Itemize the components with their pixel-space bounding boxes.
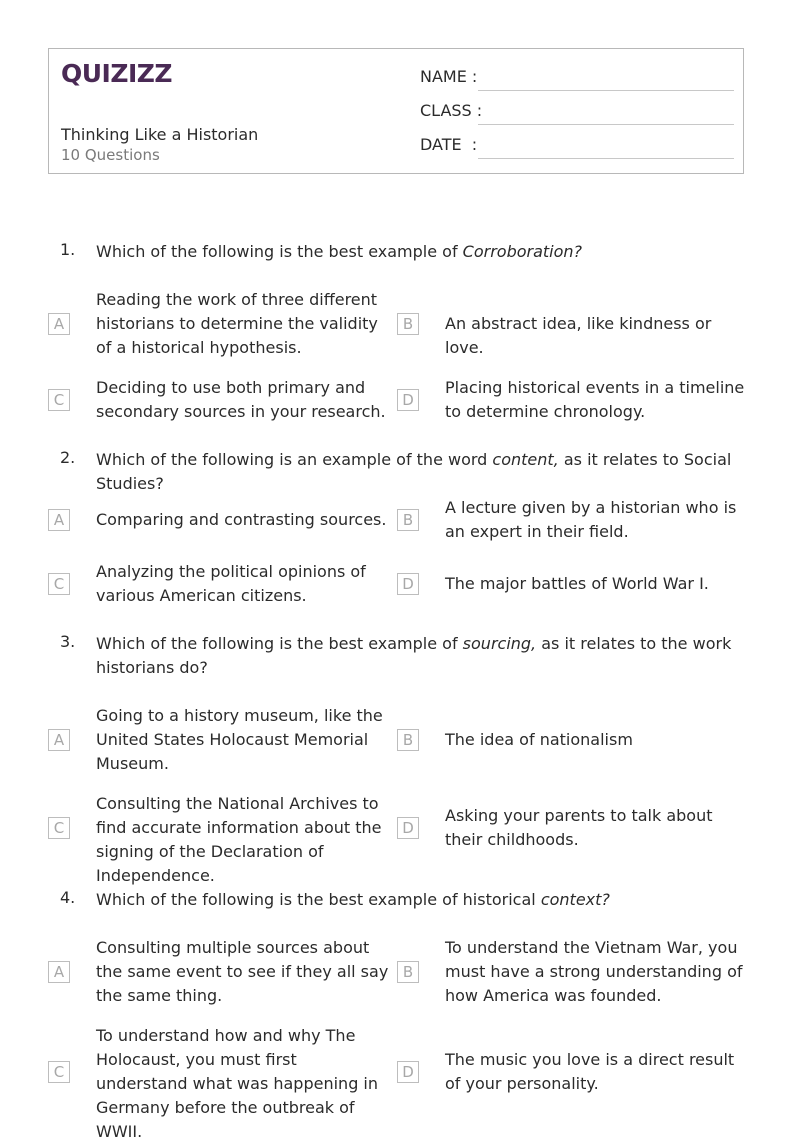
option-letter-b[interactable]: B <box>397 313 419 335</box>
date-line[interactable] <box>478 158 734 159</box>
option-letter-c[interactable]: C <box>48 817 70 839</box>
name-line[interactable] <box>478 90 734 91</box>
quizizz-logo: QUIZIZZ <box>61 59 173 88</box>
option-letter-d[interactable]: D <box>397 389 419 411</box>
option-d-text: The music you love is a direct result of your personality. <box>445 1050 735 1093</box>
class-field[interactable] <box>420 101 734 125</box>
question-text: Which of the following is the best example of historical context? <box>96 890 610 909</box>
worksheet-header <box>48 48 744 174</box>
question-count: 10 Questions <box>61 146 160 164</box>
class-label: CLASS : <box>420 101 483 120</box>
option-letter-c[interactable]: C <box>48 573 70 595</box>
option-letter-a[interactable]: A <box>48 961 70 983</box>
option-letter-c[interactable]: C <box>48 389 70 411</box>
option-letter-a[interactable]: A <box>48 729 70 751</box>
option-a-text: Reading the work of three different historians to determine the validity of a historical hypothesis. <box>96 290 378 357</box>
option-c-text: Consulting the National Archives to find accurate information about the signing of the Declaration of Independence. <box>96 794 382 885</box>
option-letter-b[interactable]: B <box>397 961 419 983</box>
question-text: Which of the following is an example of the word content, as it relates to Social Studies? <box>96 450 732 493</box>
option-letter-a[interactable]: A <box>48 313 70 335</box>
option-b-text: The idea of nationalism <box>445 730 633 749</box>
question-text: Which of the following is the best example of sourcing, as it relates to the work historians do? <box>96 634 732 677</box>
class-line[interactable] <box>478 124 734 125</box>
option-c-text: To understand how and why The Holocaust, you must first understand what was happening in Germany before the outbreak of WWII. <box>96 1026 379 1141</box>
option-b-text: To understand the Vietnam War, you must have a strong understanding of how America was founded. <box>445 938 743 1005</box>
option-letter-d[interactable]: D <box>397 573 419 595</box>
date-field[interactable] <box>420 135 734 159</box>
option-letter-b[interactable]: B <box>397 729 419 751</box>
option-b-text: An abstract idea, like kindness or love. <box>445 314 712 357</box>
question-number: 2. <box>60 448 76 467</box>
option-d-text: Placing historical events in a timeline to determine chronology. <box>445 378 745 421</box>
option-a-text: Going to a history museum, like the United States Holocaust Memorial Museum. <box>96 706 383 773</box>
option-d-text: Asking your parents to talk about their childhoods. <box>445 806 713 849</box>
option-c-text: Deciding to use both primary and secondary sources in your research. <box>96 378 386 421</box>
question-text: Which of the following is the best example of Corroboration? <box>96 242 583 261</box>
option-c-text: Analyzing the political opinions of various American citizens. <box>96 562 366 605</box>
question-number: 4. <box>60 888 76 907</box>
date-label: DATE : <box>420 135 478 154</box>
option-b-text: A lecture given by a historian who is an expert in their field. <box>445 498 737 541</box>
option-a-text: Comparing and contrasting sources. <box>96 510 387 529</box>
name-field[interactable] <box>420 67 734 91</box>
option-letter-d[interactable]: D <box>397 817 419 839</box>
option-letter-c[interactable]: C <box>48 1061 70 1083</box>
option-a-text: Consulting multiple sources about the same event to see if they all say the same thing. <box>96 938 389 1005</box>
option-letter-d[interactable]: D <box>397 1061 419 1083</box>
question-number: 3. <box>60 632 76 651</box>
name-label: NAME : <box>420 67 478 86</box>
option-letter-b[interactable]: B <box>397 509 419 531</box>
question-number: 1. <box>60 240 76 259</box>
worksheet-title: Thinking Like a Historian <box>61 125 259 144</box>
option-letter-a[interactable]: A <box>48 509 70 531</box>
option-d-text: The major battles of World War I. <box>445 574 709 593</box>
